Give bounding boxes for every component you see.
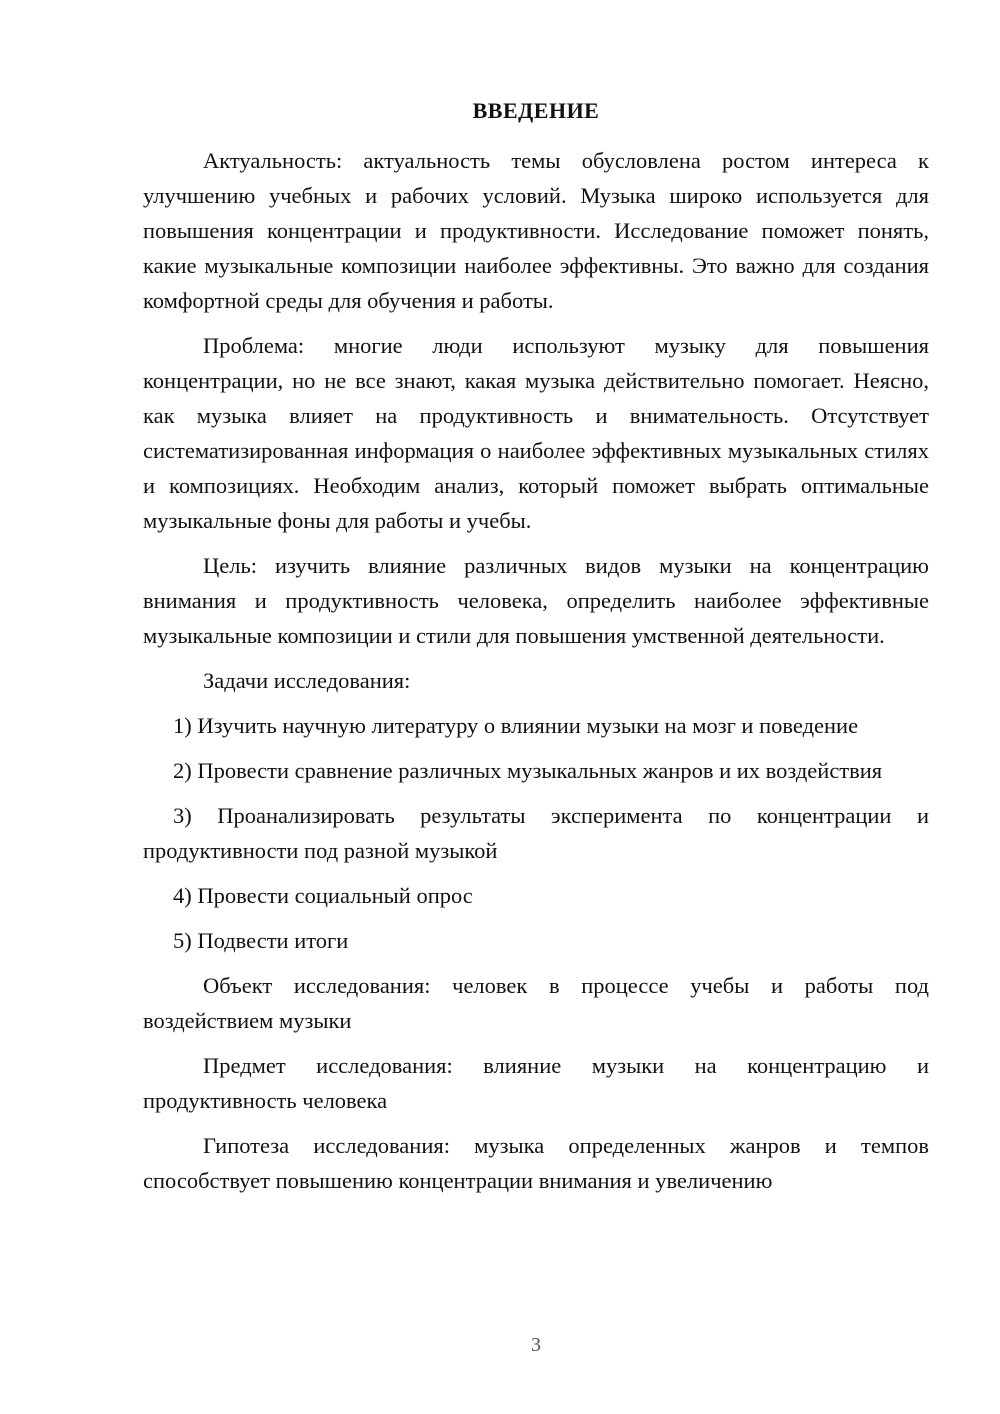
document-body	[143, 143, 929, 1208]
section-title: ВВЕДЕНИЕ	[472, 98, 600, 123]
object-paragraph: Объект исследования: человек в процессе учебы и работы под воздействием музыки	[143, 973, 929, 1033]
task-item-2: 2) Провести сравнение различных музыкальных жанров и их воздействия	[173, 758, 883, 783]
tasks-heading: Задачи исследования:	[203, 668, 411, 693]
problem-paragraph: Проблема: многие люди используют музыку для повышения концентрации, но не все знают, какая музыка действительно помогает. Неясно, как музыка влияет на продуктивность и внимательность. Отсутствует систематизированная информация о наиболее эффективных музыкальных стилях и композициях. Необходим анализ, который поможет выбрать оптимальные музыкальные фоны для работы и учебы.	[143, 333, 929, 533]
subject-paragraph: Предмет исследования: влияние музыки на концентрацию и продуктивность человека	[143, 1053, 929, 1113]
relevance-paragraph: Актуальность: актуальность темы обусловлена ростом интереса к улучшению учебных и рабочих условий. Музыка широко используется для повышения концентрации и продуктивности. Исследование поможет понять, какие музыкальные композиции наиболее эффективны. Это важно для создания комфортной среды для обучения и работы.	[143, 148, 929, 313]
goal-paragraph: Цель: изучить влияние различных видов музыки на концентрацию внимания и продуктивность человека, определить наиболее эффективные музыкальные композиции и стили для повышения умственной деятельности.	[143, 553, 929, 648]
task-item-3: 3) Проанализировать результаты эксперимента по концентрации и продуктивности под разной музыкой	[143, 803, 929, 863]
task-item-4: 4) Провести социальный опрос	[173, 883, 473, 908]
hypothesis-paragraph: Гипотеза исследования: музыка определенных жанров и темпов способствует повышению концентрации внимания и увеличению	[143, 1133, 929, 1193]
task-item-1: 1) Изучить научную литературу о влиянии музыки на мозг и поведение	[173, 713, 859, 738]
task-item-5: 5) Подвести итоги	[173, 928, 349, 953]
page-number: 3	[531, 1334, 541, 1356]
